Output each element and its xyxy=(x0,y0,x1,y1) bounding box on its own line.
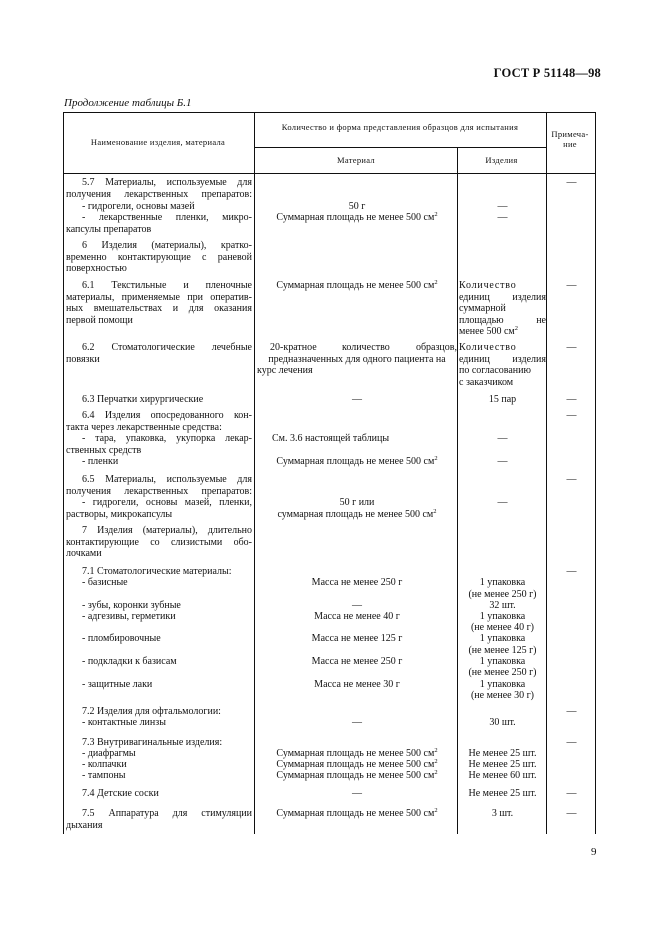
table-cell: Не менее 25 шт. xyxy=(468,759,537,770)
table-row: 6.3 Перчатки хирургические xyxy=(82,394,204,405)
table-row: получения лекарственных препаратов: xyxy=(66,486,252,497)
table-row: поверхностью xyxy=(66,263,127,274)
table-cell: (не менее 40 г) xyxy=(470,622,535,633)
table-cell: (не менее 125 г) xyxy=(468,645,537,656)
column-divider xyxy=(546,113,547,834)
table-cell: — xyxy=(566,808,577,819)
table-cell: — xyxy=(352,717,362,728)
table-row: ственных средств xyxy=(66,445,142,456)
table-row: - гидрогели, основы мазей, пленки, xyxy=(82,497,252,508)
table-cell: Количество xyxy=(459,342,517,353)
table-cell: Не менее 60 шт. xyxy=(468,770,537,781)
table-row: - тара, упаковка, укупорка лекар- xyxy=(82,433,252,444)
table-row: - пленки xyxy=(82,456,119,467)
table-cell: 1 упаковка xyxy=(479,633,526,644)
table-row: материалы, применяемые при оператив- xyxy=(66,292,252,303)
table-cell: Суммарная площадь не менее 500 $см^2$ xyxy=(276,455,438,467)
table-cell: — xyxy=(497,433,508,444)
table-cell: менее 500 $см^2$ xyxy=(459,325,519,337)
table-row: - контактные линзы xyxy=(82,717,166,728)
table-cell: Суммарная площадь не менее 500 $см^2$ xyxy=(276,279,438,291)
table-cell: Масса не менее 250 г xyxy=(311,656,403,667)
table-cell: единиц изделия xyxy=(459,354,546,365)
table-row: лочками xyxy=(66,548,102,559)
table-cell: 1 упаковка xyxy=(479,611,526,622)
table-row: 7.1 Стоматологические материалы: xyxy=(82,566,232,577)
table-row: 7 Изделия (материалы), длительно xyxy=(82,525,252,536)
table-row: 6.4 Изделия опосредованного кон- xyxy=(82,410,252,421)
table-row: 7.5 Аппаратура для стимуляции xyxy=(82,808,252,819)
table-row: - базисные xyxy=(82,577,128,588)
table-cell: — xyxy=(566,706,577,717)
table-cell: 3 шт. xyxy=(491,808,514,819)
table-row: 6.5 Материалы, используемые для xyxy=(82,474,252,485)
table-cell: единиц изделия xyxy=(459,292,546,303)
table-row: ных вмешательствах и для оказания xyxy=(66,303,252,314)
table-cell: — xyxy=(566,566,577,577)
table-cell: суммарной xyxy=(459,303,506,314)
table-row: контактирующие со слизистыми обо- xyxy=(66,537,252,548)
table-cell: Суммарная площадь не менее 500 $см^2$ xyxy=(276,747,438,759)
table-cell: 1 упаковка xyxy=(479,656,526,667)
column-divider xyxy=(457,147,458,834)
table-cell: Не менее 25 шт. xyxy=(468,788,537,799)
table-cell: (не менее 250 г) xyxy=(468,589,537,600)
table-cell: — xyxy=(566,342,577,353)
table-row: получения лекарственных препаратов: xyxy=(66,189,252,200)
col-header-group: Количество и форма представления образцов для испытания xyxy=(281,122,519,132)
table-cell: — xyxy=(566,394,577,405)
table-cell: Масса не менее 40 г xyxy=(314,611,400,622)
table-cell: (не менее 250 г) xyxy=(468,667,537,678)
table-row: 6.2 Стоматологические лечебные xyxy=(82,342,252,353)
table-row: 7.3 Внутривагинальные изделия: xyxy=(82,737,223,748)
table-cell: Масса не менее 30 г xyxy=(314,679,400,690)
table-cell: Количество xyxy=(459,280,517,291)
table-cell: 1 упаковка xyxy=(479,679,526,690)
table-cell: — xyxy=(497,497,508,508)
col-header-product: Изделия xyxy=(485,155,518,165)
table-row: - тампоны xyxy=(82,770,126,781)
table-cell: — xyxy=(352,788,362,799)
table-row: временно контактирующие с раневой xyxy=(66,252,252,263)
table-cell: 50 г xyxy=(348,201,366,212)
col-header-note: Примеча- ние xyxy=(551,129,589,149)
table-row: такта через лекарственные средства: xyxy=(66,422,222,433)
table-cell: курс лечения xyxy=(257,365,313,376)
table-cell: — xyxy=(566,474,577,485)
table-row: 7.2 Изделия для офтальмологии: xyxy=(82,706,221,717)
table-cell: площадью не xyxy=(459,315,546,326)
table-cell: Суммарная площадь не менее 500 $см^2$ xyxy=(276,807,438,819)
col-header-material: Материал xyxy=(337,155,375,165)
table-cell: (не менее 30 г) xyxy=(470,690,535,701)
table-row: капсулы препаратов xyxy=(66,224,152,235)
table-row: - зубы, коронки зубные xyxy=(82,600,181,611)
header-divider xyxy=(254,147,546,148)
table-cell: Суммарная площадь не менее 500 $см^2$ xyxy=(276,758,438,770)
table-row: - колпачки xyxy=(82,759,127,770)
table-cell: — xyxy=(566,788,577,799)
table-row: - защитные лаки xyxy=(82,679,153,690)
table-row: 5.7 Материалы, используемые для xyxy=(82,177,252,188)
table-cell: 15 пар xyxy=(488,394,517,405)
table-cell: — xyxy=(497,456,508,467)
table-cell: — xyxy=(566,737,577,748)
standard-designation: ГОСТ Р 51148—98 xyxy=(493,66,601,80)
table-row: - лекарственные пленки, микро- xyxy=(82,212,252,223)
table-cell: 1 упаковка xyxy=(479,577,526,588)
table-cell: с заказчиком xyxy=(459,377,514,388)
table-cell: суммарная площадь не менее 500 $см^2$ xyxy=(277,508,437,520)
table-row: - пломбировочные xyxy=(82,633,161,644)
table-cell: — xyxy=(497,212,508,223)
table-cell: — xyxy=(566,177,577,188)
table-cell: 30 шт. xyxy=(489,717,516,728)
table-cell: 32 шт. xyxy=(489,600,516,611)
table-row: дыхания xyxy=(66,820,103,831)
table-cell: Масса не менее 250 г xyxy=(311,577,403,588)
col-header-name: Наименование изделия, материала xyxy=(90,137,226,147)
table-cell: — xyxy=(352,600,362,611)
table-row: растворы, микрокапсулы xyxy=(66,509,173,520)
table-row: 6 Изделия (материалы), кратко- xyxy=(82,240,252,251)
table-cell: по согласованию xyxy=(459,365,531,376)
table-row: 7.4 Детские соски xyxy=(82,788,159,799)
table-cell: Суммарная площадь не менее 500 $см^2$ xyxy=(276,211,438,223)
table-row: 6.1 Текстильные и пленочные xyxy=(82,280,252,291)
table-cell: См. 3.6 настоящей таблицы xyxy=(272,433,390,444)
table-caption: Продолжение таблицы Б.1 xyxy=(64,97,192,109)
table-cell: — xyxy=(566,280,577,291)
page-number: 9 xyxy=(591,846,597,858)
table-cell: — xyxy=(352,394,362,405)
table-row: - адгезивы, герметики xyxy=(82,611,176,622)
table-cell: 20-кратное количество образцов, xyxy=(270,342,457,353)
header-bottom-rule xyxy=(64,173,595,174)
table-cell: Масса не менее 125 г xyxy=(311,633,403,644)
table-row: - гидрогели, основы мазей xyxy=(82,201,195,212)
table-row: первой помощи xyxy=(66,315,133,326)
table-cell: — xyxy=(566,410,577,421)
table-row: - подкладки к базисам xyxy=(82,656,177,667)
table-cell: Суммарная площадь не менее 500 $см^2$ xyxy=(276,769,438,781)
table-row: повязки xyxy=(66,354,100,365)
table-cell: Не менее 25 шт. xyxy=(468,748,537,759)
table-cell: предназначенных для одного пациента на xyxy=(268,354,446,365)
table-row: - диафрагмы xyxy=(82,748,136,759)
table-cell: — xyxy=(497,201,508,212)
table-cell: 50 г или xyxy=(339,497,375,508)
